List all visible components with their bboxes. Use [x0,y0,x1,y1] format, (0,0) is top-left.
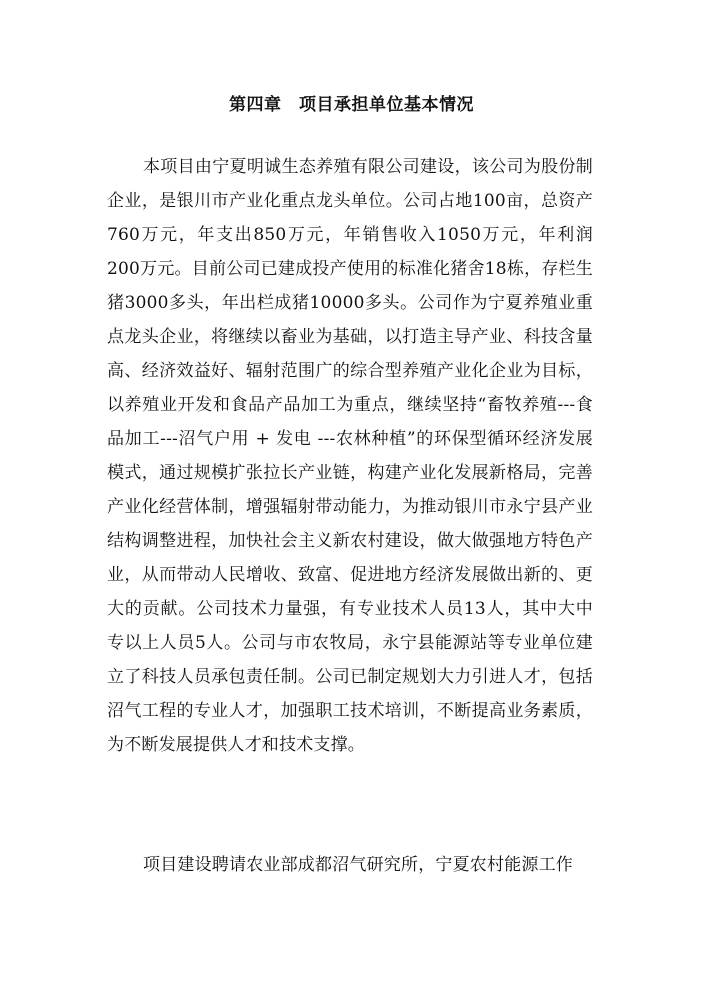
chapter-title: 第四章 项目承担单位基本情况 [229,95,474,115]
body-paragraph-project-construction: 项目建设聘请农业部成都沼气研究所，宁夏农村能源工作 [143,855,573,875]
body-paragraph-company-overview: 本项目由宁夏明诚生态养殖有限公司建设，该公司为股份制企业，是银川市产业化重点龙头单位。公司占地100亩，总资产760万元，年支出850万元，年销售收入1050万元，年利润200万元。目前公司已建成投产使用的标准化猪舍18栋，存栏生猪3000多头，年出栏成猪10000多头。公司作为宁夏养殖业重点龙头企业，将继续以畜业为基础，以打造主导产业、科技含量高、经济效益好、辐射范围广的综合型养殖产业化企业为目标，以养殖业开发和食品产品加工为重点，继续坚持“畜牧养殖---食品加工---沼气户用 + 发电 ---农林种植”的环保型循环经济发展模式，通过规模扩张拉长产业链，构建产业化发展新格局，完善产业化经营体制，增强辐射带动能力，为推动银川市永宁县产业结构调整进程，加快社会主义新农村建设，做大做强地方特色产业，从而带动人民增收、致富、促进地方经济发展做出新的、更大的贡献。公司技术力量强，有专业技术人员13人，其中大中专以上人员5人。公司与市农牧局，永宁县能源站等专业单位建立了科技人员承包责任制。公司已制定规划大力引进人才，包括沼气工程的专业人才，加强职工技术培训，不断提高业务素质，为不断发展提供人才和技术支撑。 [107,157,593,755]
